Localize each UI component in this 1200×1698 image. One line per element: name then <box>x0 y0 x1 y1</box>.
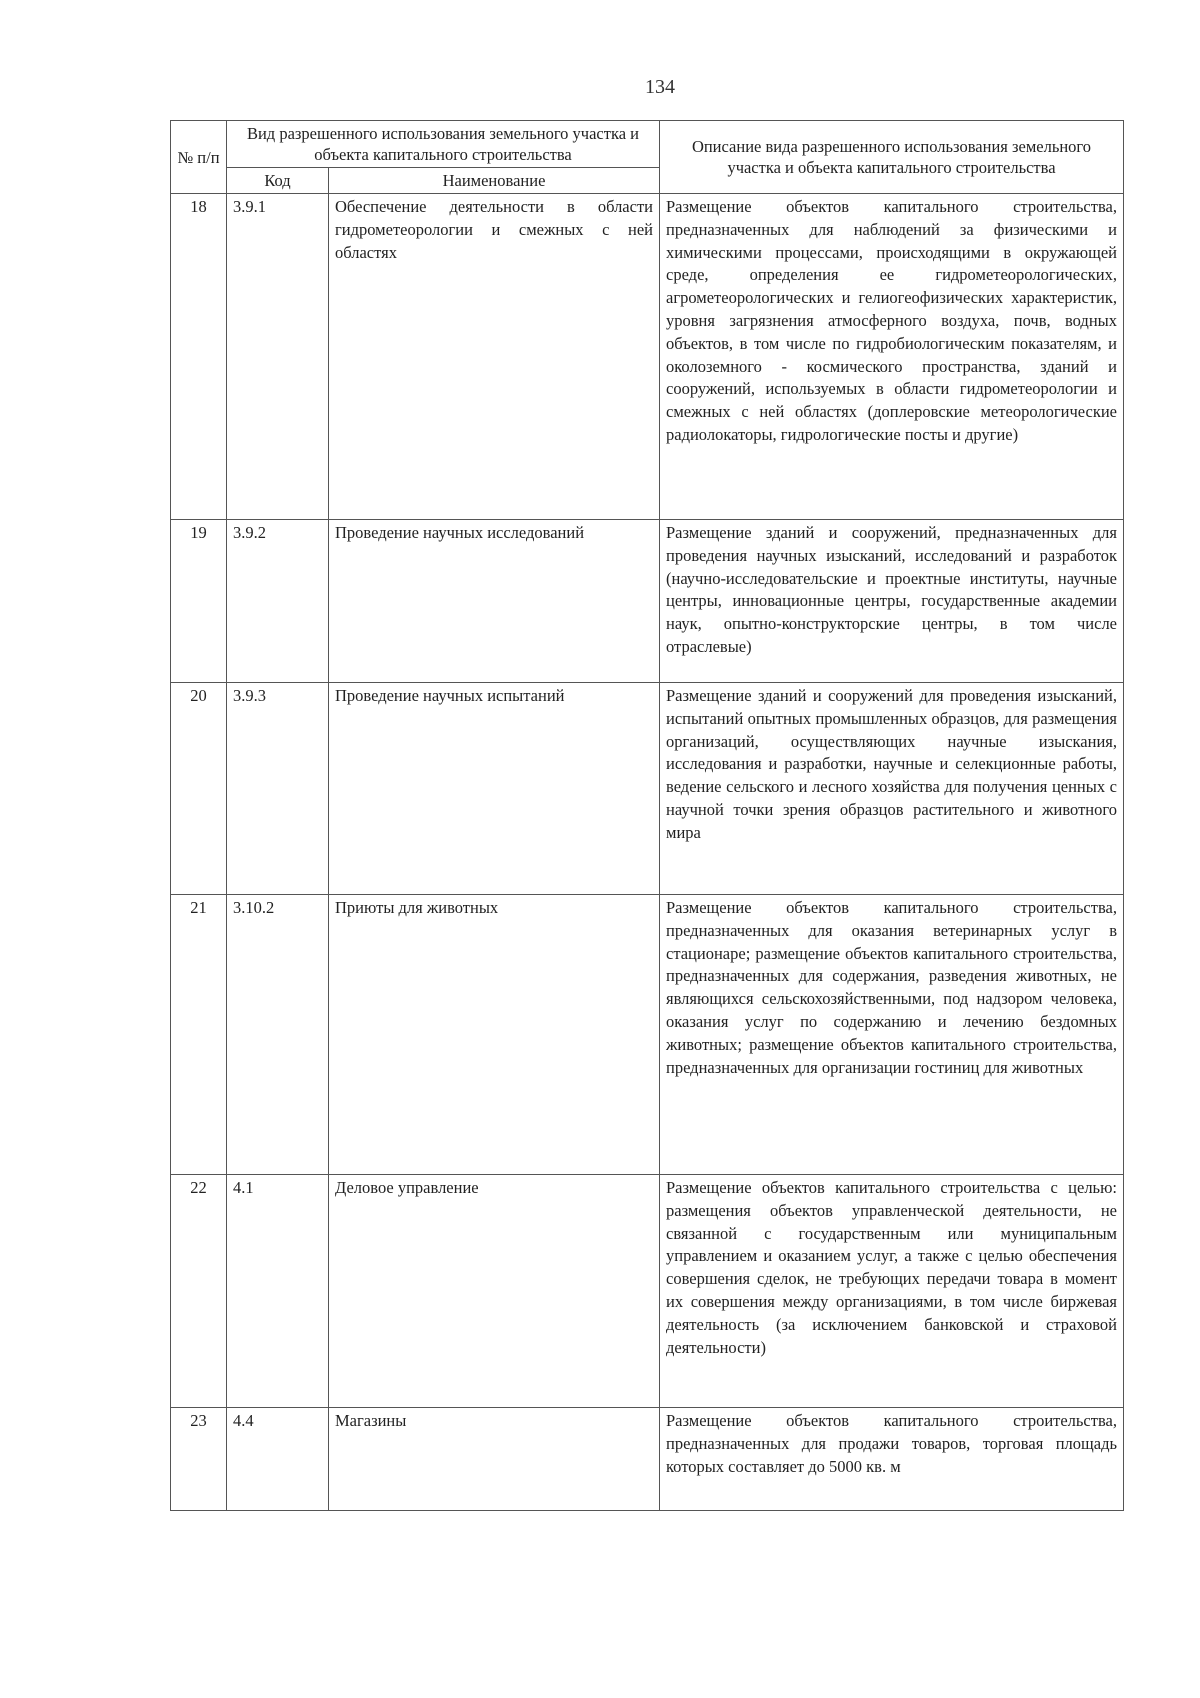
header-desc: Описание вида разрешенного использования земельного участка и объекта капитального строительства <box>660 121 1124 194</box>
page-number: 134 <box>645 76 675 98</box>
header-num: № п/п <box>171 121 227 194</box>
table-row <box>171 683 1124 895</box>
row-code: 3.9.3 <box>227 683 329 895</box>
row-description: Размещение объектов капитального строительства с целью: размещения объектов управленческой деятельности, не связанной с государственным или муниципальным управлением и оказанием услуг, а также с целью обеспечения совершения сделок, не требующих передачи товара в момент их совершения между организациями, в том числе биржевая деятельность (за исключением банковской и страховой деятельности) <box>660 1175 1124 1408</box>
row-code: 4.1 <box>227 1175 329 1408</box>
header-code: Код <box>227 168 329 194</box>
row-name: Приюты для животных <box>329 895 660 1175</box>
header-row <box>171 121 1124 168</box>
row-number: 21 <box>171 895 227 1175</box>
row-number: 20 <box>171 683 227 895</box>
row-name: Проведение научных исследований <box>329 520 660 683</box>
table-row <box>171 520 1124 683</box>
land-use-table <box>170 120 1124 1511</box>
row-number: 23 <box>171 1408 227 1511</box>
table-row <box>171 1175 1124 1408</box>
header-group: Вид разрешенного использования земельного участка и объекта капитального строительства <box>227 121 660 168</box>
table-row <box>171 895 1124 1175</box>
row-description: Размещение объектов капитального строительства, предназначенных для наблюдений за физическими и химическими процессами, происходящими в окружающей среде, определения ее гидрометеорологических, агрометеорологических и гелиогеофизических характеристик, уровня загрязнения атмосферного воздуха, почв, водных объектов, в том числе по гидробиологическим показателям, и околоземного - космического пространства, зданий и сооружений, используемых в области гидрометеорологии и смежных с ней областях (доплеровские метеорологические радиолокаторы, гидрологические посты и другие) <box>660 194 1124 520</box>
row-description: Размещение зданий и сооружений, предназначенных для проведения научных изысканий, исследований и разработок (научно-исследовательские и проектные институты, научные центры, инновационные центры, государственные академии наук, опытно-конструкторские центры, в том числе отраслевые) <box>660 520 1124 683</box>
row-number: 19 <box>171 520 227 683</box>
row-name: Магазины <box>329 1408 660 1511</box>
row-description: Размещение объектов капитального строительства, предназначенных для оказания ветеринарных услуг в стационаре; размещение объектов капитального строительства, предназначенных для содержания, разведения животных, не являющихся сельскохозяйственными, под надзором человека, оказания услуг по содержанию и лечению бездомных животных; размещение объектов капитального строительства, предназначенных для организации гостиниц для животных <box>660 895 1124 1175</box>
row-description: Размещение объектов капитального строительства, предназначенных для продажи товаров, торговая площадь которых составляет до 5000 кв. м <box>660 1408 1124 1511</box>
row-description: Размещение зданий и сооружений для проведения изысканий, испытаний опытных промышленных образцов, для размещения организаций, осуществляющих научные изыскания, исследования и разработки, научные и селекционные работы, ведение сельского и лесного хозяйства для получения ценных с научной точки зрения образцов растительного и животного мира <box>660 683 1124 895</box>
row-name: Обеспечение деятельности в области гидрометеорологии и смежных с ней областях <box>329 194 660 520</box>
row-code: 3.10.2 <box>227 895 329 1175</box>
row-name: Проведение научных испытаний <box>329 683 660 895</box>
table-row <box>171 194 1124 520</box>
row-code: 4.4 <box>227 1408 329 1511</box>
row-code: 3.9.1 <box>227 194 329 520</box>
row-number: 18 <box>171 194 227 520</box>
row-name: Деловое управление <box>329 1175 660 1408</box>
header-name: Наименование <box>329 168 660 194</box>
table-row <box>171 1408 1124 1511</box>
row-number: 22 <box>171 1175 227 1408</box>
row-code: 3.9.2 <box>227 520 329 683</box>
